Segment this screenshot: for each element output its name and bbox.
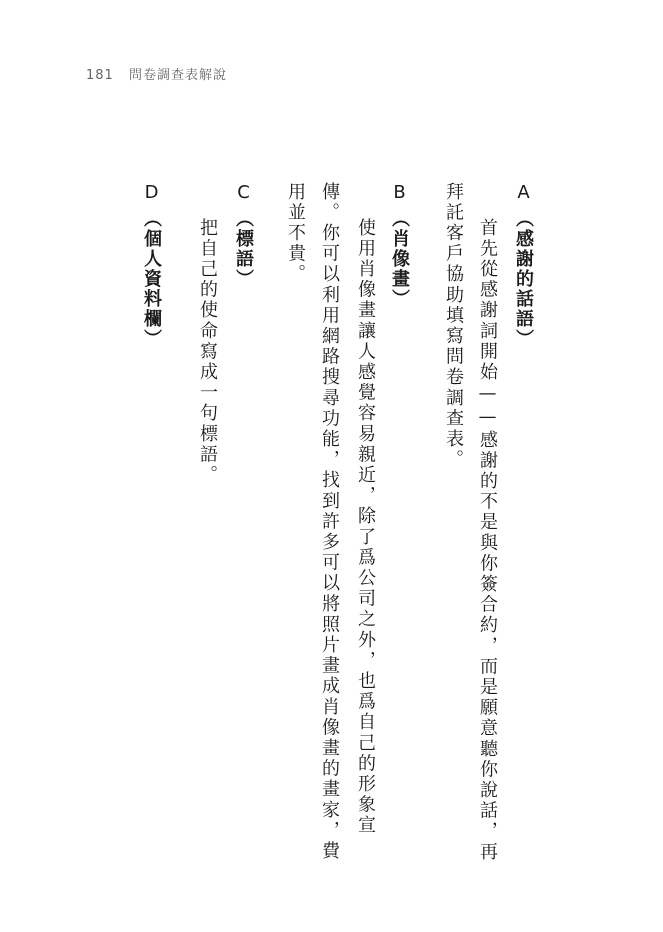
section-c-heading [226,182,260,289]
section-a-line-1: 首先從感謝詞開始——感謝的不是與你簽合約，而是願意聽你說話，再 [477,218,498,863]
section-b-heading [382,182,416,309]
section-d-title: （個人資料欄） [141,209,162,349]
page-number: 181 [86,68,114,83]
section-b-line-1: 使用肖像畫讓人感覺容易親近，除了爲公司之外，也爲自己的形象宣 [355,218,376,836]
section-b-title: （肖像畫） [389,209,410,309]
section-a-heading [506,182,540,349]
section-c-line-1: 把自己的使命寫成一句標語。 [197,218,218,486]
section-d-heading [134,182,168,349]
section-b-line-2: 傳。你可以利用網路搜尋功能，找到許多可以將照片畫成肖像畫的畫家，費 [319,182,340,862]
section-c-title: （標語） [233,209,254,289]
section-a-line-2: 拜託客戶協助填寫問卷調查表。 [443,182,464,471]
section-a-letter: A [513,182,534,205]
section-b-line-3: 用並不貴。 [285,182,306,285]
section-d-letter: D [141,182,162,205]
header-title: 問卷調查表解說 [128,68,227,83]
section-b-letter: B [389,182,410,205]
section-c-letter: C [233,182,254,205]
running-header [86,64,227,83]
section-a-title: （感謝的話語） [513,209,534,349]
